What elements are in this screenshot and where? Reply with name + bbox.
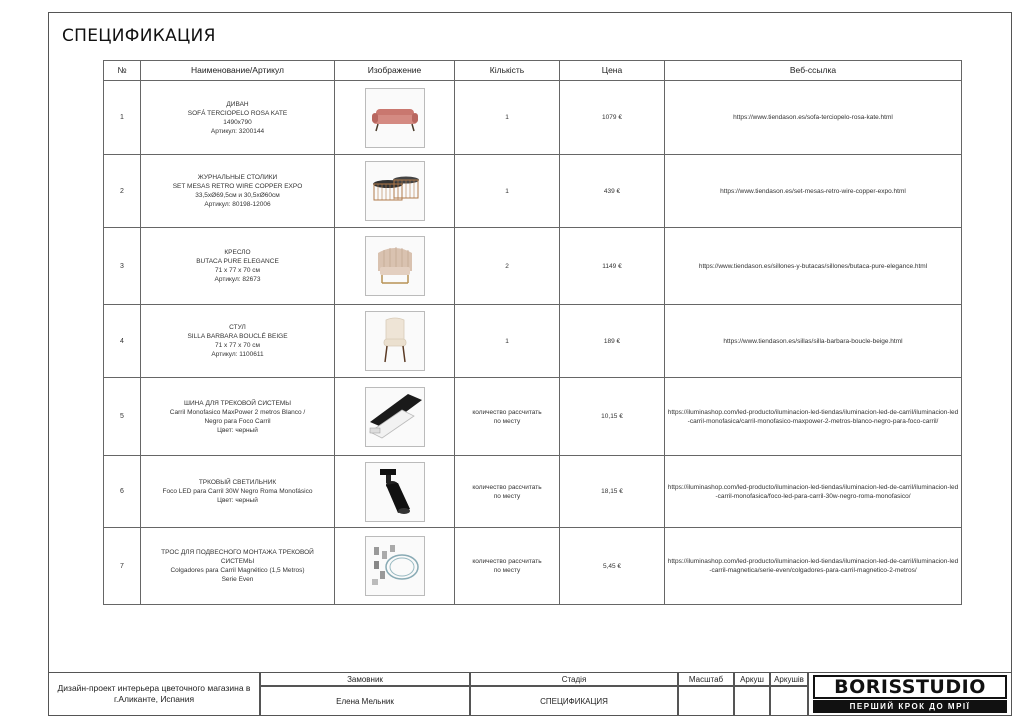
scale-label: Масштаб — [678, 672, 734, 686]
item-name-line: 33,5xØ69,5см и 30,5xØ60см — [195, 192, 280, 199]
item-quantity — [455, 305, 560, 378]
track-rail-icon — [365, 387, 425, 447]
item-link-cell — [665, 228, 962, 305]
track-spotlight-icon — [365, 462, 425, 522]
item-name-line: SET MESAS RETRO WIRE COPPER EXPO — [172, 183, 303, 190]
table-row — [104, 155, 962, 228]
item-quantity — [455, 528, 560, 605]
specification-table — [103, 60, 962, 605]
item-quantity — [455, 378, 560, 456]
sheet-value — [734, 686, 770, 716]
client-value: Елена Мельник — [260, 686, 470, 716]
item-quantity-line: количество рассчитать — [472, 558, 542, 565]
item-name-line: Serie Even — [221, 576, 254, 583]
item-name-line: Артикул: 80198-12006 — [204, 201, 271, 208]
item-quantity-line: по месту — [493, 417, 521, 425]
item-image-cell — [335, 305, 455, 378]
row-number: 4 — [104, 305, 141, 378]
row-number: 7 — [104, 528, 141, 605]
item-price: 189 € — [560, 305, 665, 378]
item-quantity — [455, 456, 560, 528]
item-name-line: Артикул: 1100611 — [211, 351, 264, 358]
row-number: 6 — [104, 456, 141, 528]
stage-label: Стадія — [470, 672, 678, 686]
item-name-line: SOFÁ TERCIOPELO ROSA KATE — [187, 109, 288, 117]
table-row — [104, 378, 962, 456]
sofa-icon — [365, 88, 425, 148]
item-name-line: Цвет: черный — [217, 426, 258, 434]
item-quantity-line: количество рассчитать — [472, 408, 542, 416]
project-name: Дизайн-проект интерьера цветочного магазина в г.Аликанте, Испания — [48, 672, 260, 716]
item-image-cell — [335, 456, 455, 528]
item-name-line: SILLA BARBARA BOUCLÉ BEIGE — [187, 333, 288, 340]
item-link[interactable]: https://www.tiendason.es/set-mesas-retro-wire-copper-expo.html — [720, 187, 906, 195]
table-row — [104, 228, 962, 305]
col-header-quantity: Кількість — [455, 61, 560, 81]
item-price: 10,15 € — [560, 378, 665, 456]
client-label: Замовник — [260, 672, 470, 686]
item-quantity-line: количество рассчитать — [472, 483, 542, 491]
table-row — [104, 528, 962, 605]
table-row — [104, 456, 962, 528]
item-name-line: ТРКОВЫЙ СВЕТИЛЬНИК — [198, 479, 277, 486]
item-name-line: ТРОС ДЛЯ ПОДВЕСНОГО МОНТАЖА ТРЕКОВОЙ — [161, 549, 314, 556]
item-name-line: СИСТЕМЫ — [220, 558, 255, 565]
item-link[interactable]: https://iluminashop.com/led-producto/iluminacion-led-tiendas/iluminacion-led-de-carril/iluminacion-led-carril-monofasica/carril-monofasico-maxpower-2-metros-blanco-negro-para-foco-carril/ — [667, 408, 959, 425]
logo-slogan: ПЕРШИЙ КРОК ДО МРІЇ — [813, 700, 1007, 713]
item-link[interactable]: https://iluminashop.com/led-producto/iluminacion-led-tiendas/iluminacion-led-de-carril/iluminacion-led-carril-monofasica/foco-led-para-carril-30w-negro-roma-monofasico/ — [667, 483, 959, 500]
item-name-line: BUTACA PURE ELEGANCE — [196, 258, 279, 265]
item-name-line: ДИВАН — [226, 100, 249, 108]
item-name — [141, 456, 335, 528]
item-name — [141, 528, 335, 605]
title-block — [48, 672, 1012, 716]
item-name — [141, 228, 335, 305]
item-name-line: 1490x790 — [223, 118, 252, 126]
item-name-line: Цвет: черный — [217, 497, 258, 504]
item-name-line: 71 x 77 x 70 см — [215, 267, 260, 274]
item-quantity-line: 1 — [505, 187, 509, 195]
item-name-line: Артикул: 82673 — [214, 276, 261, 283]
col-header-link: Веб-ссылка — [665, 61, 962, 81]
logo-wordmark: BORISSTUDIO — [813, 675, 1007, 699]
item-image-cell — [335, 155, 455, 228]
item-image-cell — [335, 378, 455, 456]
item-price: 5,45 € — [560, 528, 665, 605]
row-number: 5 — [104, 378, 141, 456]
item-link-cell — [665, 81, 962, 155]
item-image-cell — [335, 81, 455, 155]
item-quantity — [455, 228, 560, 305]
item-link[interactable]: https://www.tiendason.es/sofa-terciopelo-rosa-kate.html — [733, 114, 893, 121]
item-price: 1079 € — [560, 81, 665, 155]
item-quantity-line: 1 — [505, 337, 509, 345]
stage-value: СПЕЦИФИКАЦИЯ — [470, 686, 678, 716]
item-name-line: Colgadores para Carril Magnético (1,5 Metros) — [170, 567, 305, 574]
row-number: 1 — [104, 81, 141, 155]
item-quantity-line: 2 — [505, 262, 509, 270]
item-image-cell — [335, 228, 455, 305]
row-number: 2 — [104, 155, 141, 228]
item-name-line: 71 x 77 x 70 см — [215, 342, 260, 349]
item-price: 439 € — [560, 155, 665, 228]
item-quantity-line: по месту — [493, 492, 521, 500]
item-link-cell — [665, 528, 962, 605]
item-link[interactable]: https://www.tiendason.es/sillones-y-butacas/sillones/butaca-pure-elegance.html — [698, 262, 928, 270]
item-name-line: ШИНА ДЛЯ ТРЕКОВОЙ СИСТЕМЫ — [183, 399, 291, 407]
item-link-cell — [665, 155, 962, 228]
item-name — [141, 81, 335, 155]
cable-hangers-icon — [365, 536, 425, 596]
page-title: СПЕЦИФИКАЦИЯ — [62, 26, 216, 46]
item-quantity-line: 1 — [505, 114, 509, 121]
table-row — [104, 305, 962, 378]
item-name — [141, 378, 335, 456]
item-name-line: СТУЛ — [229, 324, 246, 331]
item-link-cell — [665, 378, 962, 456]
col-header-price: Цена — [560, 61, 665, 81]
item-price: 1149 € — [560, 228, 665, 305]
item-name-line: Carril Monofasico MaxPower 2 metros Blanco / — [169, 408, 306, 416]
item-link-cell — [665, 305, 962, 378]
item-quantity — [455, 81, 560, 155]
scale-value — [678, 686, 734, 716]
item-price: 18,15 € — [560, 456, 665, 528]
item-name-line: ЖУРНАЛЬНЫЕ СТОЛИКИ — [197, 174, 278, 181]
sheet-label: Аркуш — [734, 672, 770, 686]
col-header-number: № — [104, 61, 141, 81]
item-name-line: Артикул: 3200144 — [210, 127, 265, 135]
item-image-cell — [335, 528, 455, 605]
item-name-line: Foco LED para Carril 30W Negro Roma Monofásico — [162, 488, 313, 495]
item-link[interactable]: https://iluminashop.com/led-producto/iluminacion-led-tiendas/iluminacion-led-de-carril/iluminacion-led-carril-magnetica/serie-even/colgadores-para-carril-magnetico-2-metros/ — [667, 558, 959, 574]
row-number: 3 — [104, 228, 141, 305]
armchair-icon — [365, 236, 425, 296]
item-link-cell — [665, 456, 962, 528]
sheets-label: Аркушів — [770, 672, 808, 686]
item-name-line: Negro para Foco Carril — [204, 417, 271, 425]
sheets-value — [770, 686, 808, 716]
table-row — [104, 81, 962, 155]
coffee-tables-icon — [365, 161, 425, 221]
col-header-name: Наименование/Артикул — [141, 61, 335, 81]
item-link[interactable]: https://www.tiendason.es/sillas/silla-barbara-boucle-beige.html — [723, 337, 903, 345]
item-quantity-line: по месту — [493, 567, 521, 574]
item-name — [141, 305, 335, 378]
item-quantity — [455, 155, 560, 228]
table-header-row — [104, 61, 962, 81]
item-name — [141, 155, 335, 228]
studio-logo — [808, 672, 1012, 716]
col-header-image: Изображение — [335, 61, 455, 81]
chair-icon — [365, 311, 425, 371]
item-name-line: КРЕСЛО — [224, 249, 251, 256]
